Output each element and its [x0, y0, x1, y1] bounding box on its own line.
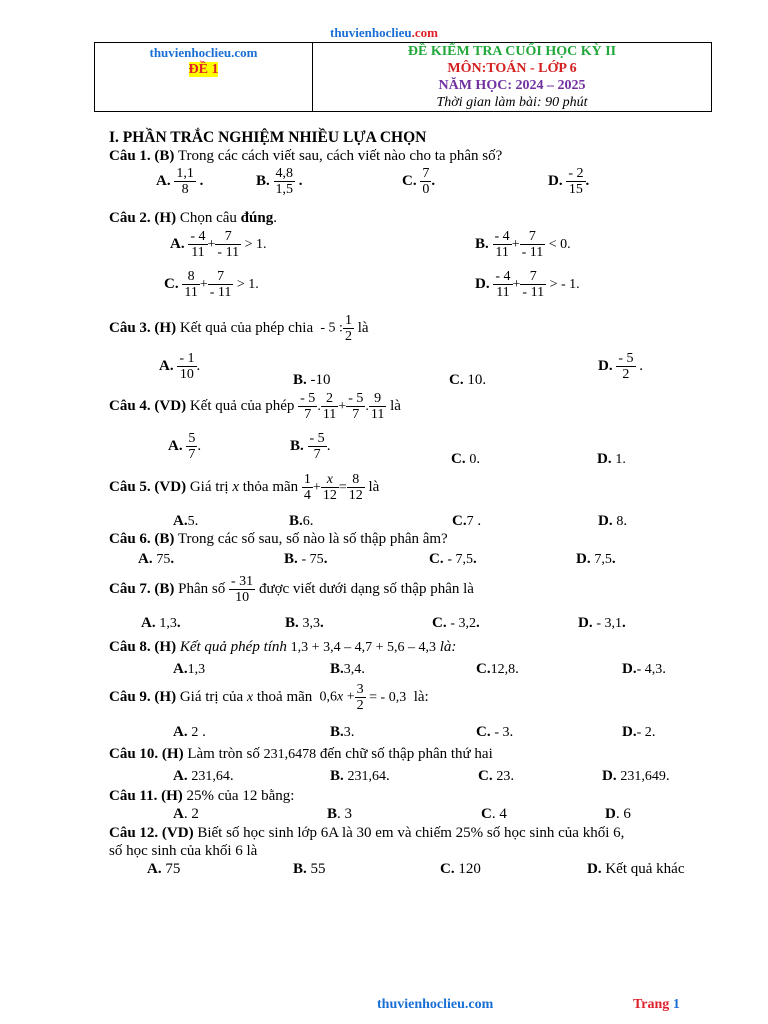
question-12: Câu 12. (VD) Biết số học sinh lớp 6A là 30 em và chiếm 25% số học sinh của khối 6,	[109, 825, 625, 841]
question-6: Câu 6. (B) Trong các số sau, số nào là số thập phân âm?	[109, 531, 448, 547]
q10-option-c: C. 23.	[478, 768, 515, 784]
q6-option-c: C. - 7,5.	[429, 551, 477, 567]
q9-option-b: B.3.	[330, 724, 355, 740]
section-heading: I. PHẦN TRẮC NGHIỆM NHIỀU LỰA CHỌN	[109, 129, 427, 146]
q12-option-b: B. 55	[293, 861, 326, 877]
q7-option-b: B. 3,3.	[285, 615, 324, 631]
q1-option-c: C. $\frac{7}{0}$ .	[402, 166, 436, 197]
q8-option-c: C.12,8.	[476, 661, 519, 677]
q3-option-d: D. $\frac{- 5}{2}$ .	[598, 351, 644, 382]
q5-option-b: B.6.	[289, 513, 314, 529]
question-12-line2: số học sinh của khối 6 là	[109, 843, 258, 859]
q10-option-b: B. 231,64.	[330, 768, 390, 784]
question-10: Câu 10. (H) Làm tròn số 231,6478 đến chữ số thập phân thứ hai	[109, 746, 493, 762]
q6-option-a: A. 75.	[138, 551, 175, 567]
exam-header	[94, 42, 712, 112]
q7-option-d: D. - 3,1.	[578, 615, 626, 631]
footer-site: thuvienhoclieu.com	[377, 997, 494, 1012]
q9-option-d: D.- 2.	[622, 724, 656, 740]
header-right	[313, 43, 711, 111]
q1-option-b: B. $\frac{4,8}{1,5}$ .	[256, 166, 303, 197]
question-1: Câu 1. (B) Trong các cách viết sau, cách viết nào cho ta phân số?	[109, 148, 503, 164]
q2-option-d: D. $\frac{- 4}{11}$ + $\frac{7}{- 11}$ > - 1.	[475, 269, 580, 300]
exam-title: ĐỀ KIỂM TRA CUỐI HỌC KỲ II	[407, 44, 617, 59]
q4-option-c: C. 0.	[451, 451, 481, 467]
question-7: Câu 7. (B) Phân số $\frac{- 31}{10}$ được viết dưới dạng số thập phân là	[109, 574, 474, 605]
q8-option-b: B.3,4.	[330, 661, 366, 677]
q5-option-c: C.7 .	[452, 513, 482, 529]
q8-option-a: A.1,3	[173, 661, 206, 677]
q4-option-a: A. $\frac{5}{7}$ .	[168, 431, 202, 462]
q2-option-a: A. $\frac{- 4}{11}$ + $\frac{7}{- 11}$ > 1.	[170, 229, 267, 260]
question-11: Câu 11. (H) 25% của 12 bằng:	[109, 788, 295, 804]
q12-option-a: A. 75	[147, 861, 181, 877]
exam-year: NĂM HỌC: 2024 – 2025	[438, 78, 586, 93]
q12-option-c: C. 120	[440, 861, 481, 877]
header-left	[95, 43, 313, 111]
q6-option-b: B. - 75.	[284, 551, 328, 567]
question-5: Câu 5. (VD) Giá trị x thỏa mãn $\frac{1}{4}$ + $\frac{x}{12}$ = $\frac{8}{12}$ là	[109, 472, 380, 503]
footer-page: Trang 1	[633, 997, 680, 1012]
question-9: Câu 9. (H) Giá trị của x thoả mãn 0,6x + $\frac{3}{2}$ = - 0,3 là:	[109, 682, 429, 713]
exam-code: ĐỀ 1	[188, 62, 219, 77]
site-title-top: thuvienhoclieu.com	[330, 25, 438, 40]
exam-subject: MÔN:TOÁN - LỚP 6	[447, 61, 577, 76]
q10-option-a: A. 231,64.	[173, 768, 234, 784]
school-name: thuvienhoclieu.com	[149, 45, 258, 60]
q5-option-a: A.5.	[173, 513, 199, 529]
q2-option-c: C. $\frac{8}{11}$ + $\frac{7}{- 11}$ > 1.	[164, 269, 259, 300]
q1-option-d: D. $\frac{- 2}{15}$ .	[548, 166, 590, 197]
q11-option-c: C. 4	[481, 806, 507, 822]
question-8: Câu 8. (H) Kết quả phép tính 1,3 + 3,4 – 4,7 + 5,6 – 4,3 là:	[109, 639, 457, 655]
q7-option-c: C. - 3,2.	[432, 615, 480, 631]
q4-option-b: B. $\frac{- 5}{7}$ .	[290, 431, 331, 462]
q3-option-c: C. 10.	[449, 372, 487, 388]
q6-option-d: D. 7,5.	[576, 551, 616, 567]
q11-option-d: D. 6	[605, 806, 631, 822]
q10-option-d: D. 231,649.	[602, 768, 670, 784]
q11-option-b: B. 3	[327, 806, 353, 822]
q9-option-a: A. 2 .	[173, 724, 206, 740]
q4-option-d: D. 1.	[597, 451, 626, 467]
q1-option-a: A. $\frac{1,1}{8}$ .	[156, 166, 204, 197]
q3-option-b: B. -10	[293, 372, 331, 388]
question-4: Câu 4. (VD) Kết quả của phép $\frac{- 5}{7}$ . $\frac{2}{11}$ + $\frac{- 5}{7}$ . $\frac{9}{11}$ là	[109, 391, 401, 422]
q8-option-d: D.- 4,3.	[622, 661, 667, 677]
question-3: Câu 3. (H) Kết quả của phép chia - 5 : $\frac{1}{2}$ là	[109, 313, 369, 344]
q11-option-a: A. 2	[173, 806, 199, 822]
q3-option-a: A. $\frac{- 1}{10}$ .	[159, 351, 201, 382]
exam-time: Thời gian làm bài: 90 phút	[436, 95, 588, 110]
question-2: Câu 2. (H) Chọn câu đúng.	[109, 210, 277, 226]
q7-option-a: A. 1,3.	[141, 615, 181, 631]
q9-option-c: C. - 3.	[476, 724, 514, 740]
q2-option-b: B. $\frac{- 4}{11}$ + $\frac{7}{- 11}$ < 0.	[475, 229, 571, 260]
q12-option-d: D. Kết quả khác	[587, 861, 685, 877]
q5-option-d: D. 8.	[598, 513, 628, 529]
